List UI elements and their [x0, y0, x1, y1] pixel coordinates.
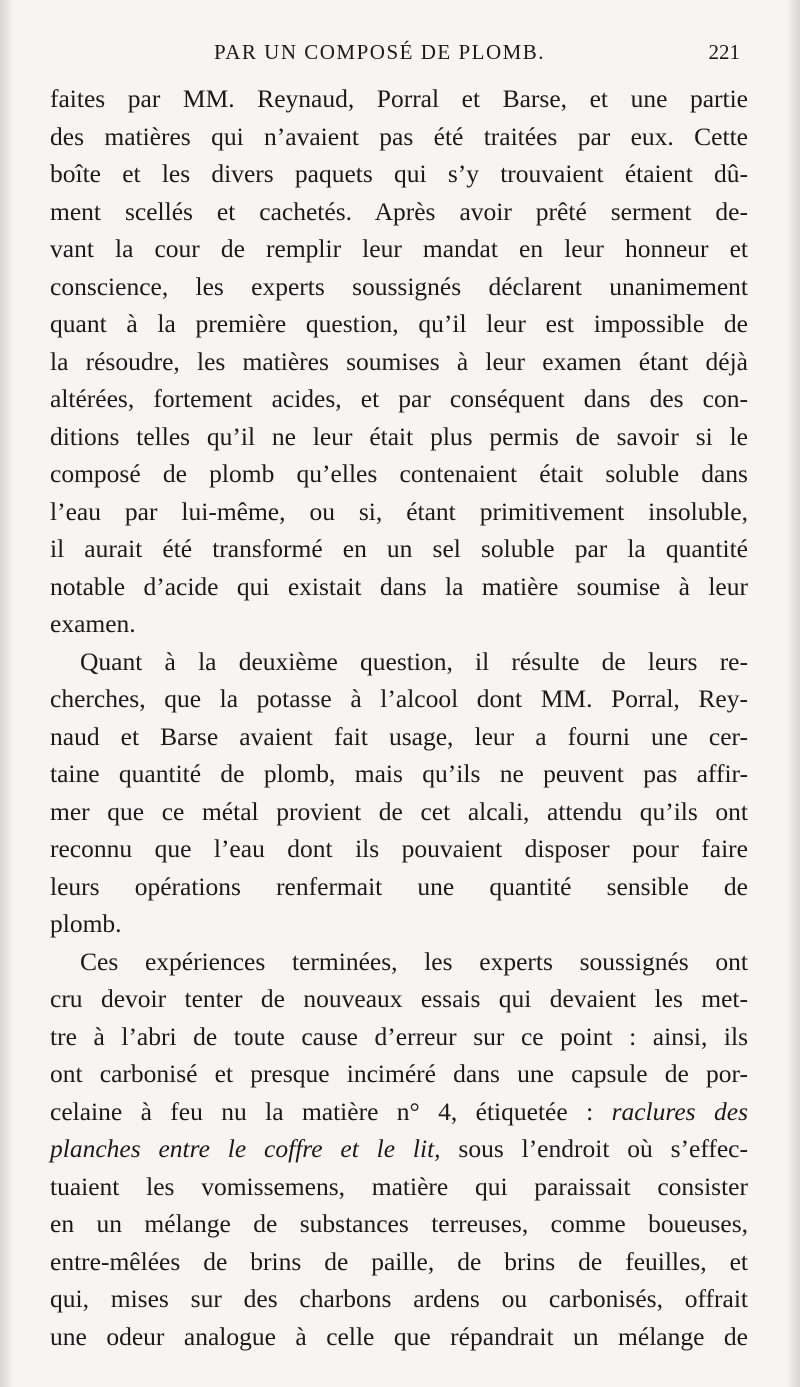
text-line: il aurait été transformé en un sel soluble par la quantité [50, 534, 748, 563]
text-line: la résoudre, les matières soumises à leur examen étant déjà [50, 346, 748, 376]
text-line-start: celaine à feu nu la matière n° 4, étiquetée : [50, 1096, 612, 1126]
text-line: faites par MM. Reynaud, Porral et Barse, et une partie [50, 84, 748, 113]
text-line-rest: sous l’endroit où s’effec- [440, 1134, 748, 1163]
page-number: 221 [708, 40, 740, 64]
text-line: taine quantité de plomb, mais qu’ils ne peuvent pas affir- [50, 759, 748, 788]
italic-label-part-2: planches entre le coffre et le lit, [50, 1134, 441, 1163]
text-line: Quant à la deuxième question, il résulte de leurs re- [80, 646, 748, 676]
text-line: boîte et les divers paquets qui s’y trouvaient étaient dû- [50, 159, 748, 188]
text-line: reconnu que l’eau dont ils pouvaient disposer pour faire [50, 834, 748, 863]
text-line: cru devoir tenter de nouveaux essais qui devaient les met- [50, 984, 748, 1013]
text-line: une odeur analogue à celle que répandrait un mélange de [50, 1321, 748, 1351]
text-line: leurs opérations renfermait une quantité sensible de [50, 871, 748, 901]
text-line: plomb. [50, 909, 122, 938]
text-line: composé de plomb qu’elles contenaient était soluble dans [50, 459, 748, 488]
body-text [50, 80, 748, 1355]
text-line: notable d’acide qui existait dans la matière soumise à leur [50, 571, 748, 601]
running-title: PAR UN COMPOSÉ DE PLOMB. [214, 40, 546, 64]
text-line: cherches, que la potasse à l’alcool dont MM. Porral, Rey- [50, 684, 748, 713]
page-edge-shadow-left [0, 0, 14, 1387]
text-line [50, 1130, 748, 1168]
text-line: conscience, les experts soussignés déclarent unanimement [50, 271, 748, 301]
paragraph-1 [50, 80, 748, 643]
text-line: tre à l’abri de toute cause d’erreur sur ce point : ainsi, ils [50, 1021, 748, 1051]
page-edge-shadow-right [786, 0, 800, 1387]
text-line: l’eau par lui-même, ou si, étant primitivement insoluble, [50, 496, 748, 526]
text-line: ment scellés et cachetés. Après avoir prêté serment de- [50, 196, 748, 226]
text-line: entre-mêlées de brins de paille, de brins de feuilles, et [50, 1246, 748, 1276]
text-line: altérées, fortement acides, et par conséquent dans des con- [50, 384, 748, 413]
text-line: ditions telles qu’il ne leur était plus permis de savoir si le [50, 421, 748, 451]
paragraph-3 [50, 943, 748, 1356]
text-line: vant la cour de remplir leur mandat en leur honneur et [50, 234, 748, 263]
text-line: tuaient les vomissemens, matière qui paraissait consister [50, 1171, 748, 1201]
text-line: naud et Barse avaient fait usage, leur a fourni une cer- [50, 721, 748, 751]
page-header [54, 40, 752, 70]
italic-label-part-1: raclures des [611, 1096, 748, 1126]
text-line: examen. [50, 609, 136, 638]
paragraph-2 [50, 643, 748, 943]
text-line: quant à la première question, qu’il leur est impossible de [50, 309, 748, 338]
text-line: des matières qui n’avaient pas été traitées par eux. Cette [50, 121, 748, 151]
text-line: ont carbonisé et presque inciméré dans une capsule de por- [50, 1059, 748, 1088]
text-line: mer que ce métal provient de cet alcali, attendu qu’ils ont [50, 796, 748, 826]
text-line: qui, mises sur des charbons ardens ou carbonisés, offrait [50, 1284, 748, 1313]
text-line: en un mélange de substances terreuses, comme boueuses, [50, 1209, 748, 1238]
text-line: Ces expériences terminées, les experts soussignés ont [80, 946, 748, 976]
text-line [50, 1093, 748, 1131]
